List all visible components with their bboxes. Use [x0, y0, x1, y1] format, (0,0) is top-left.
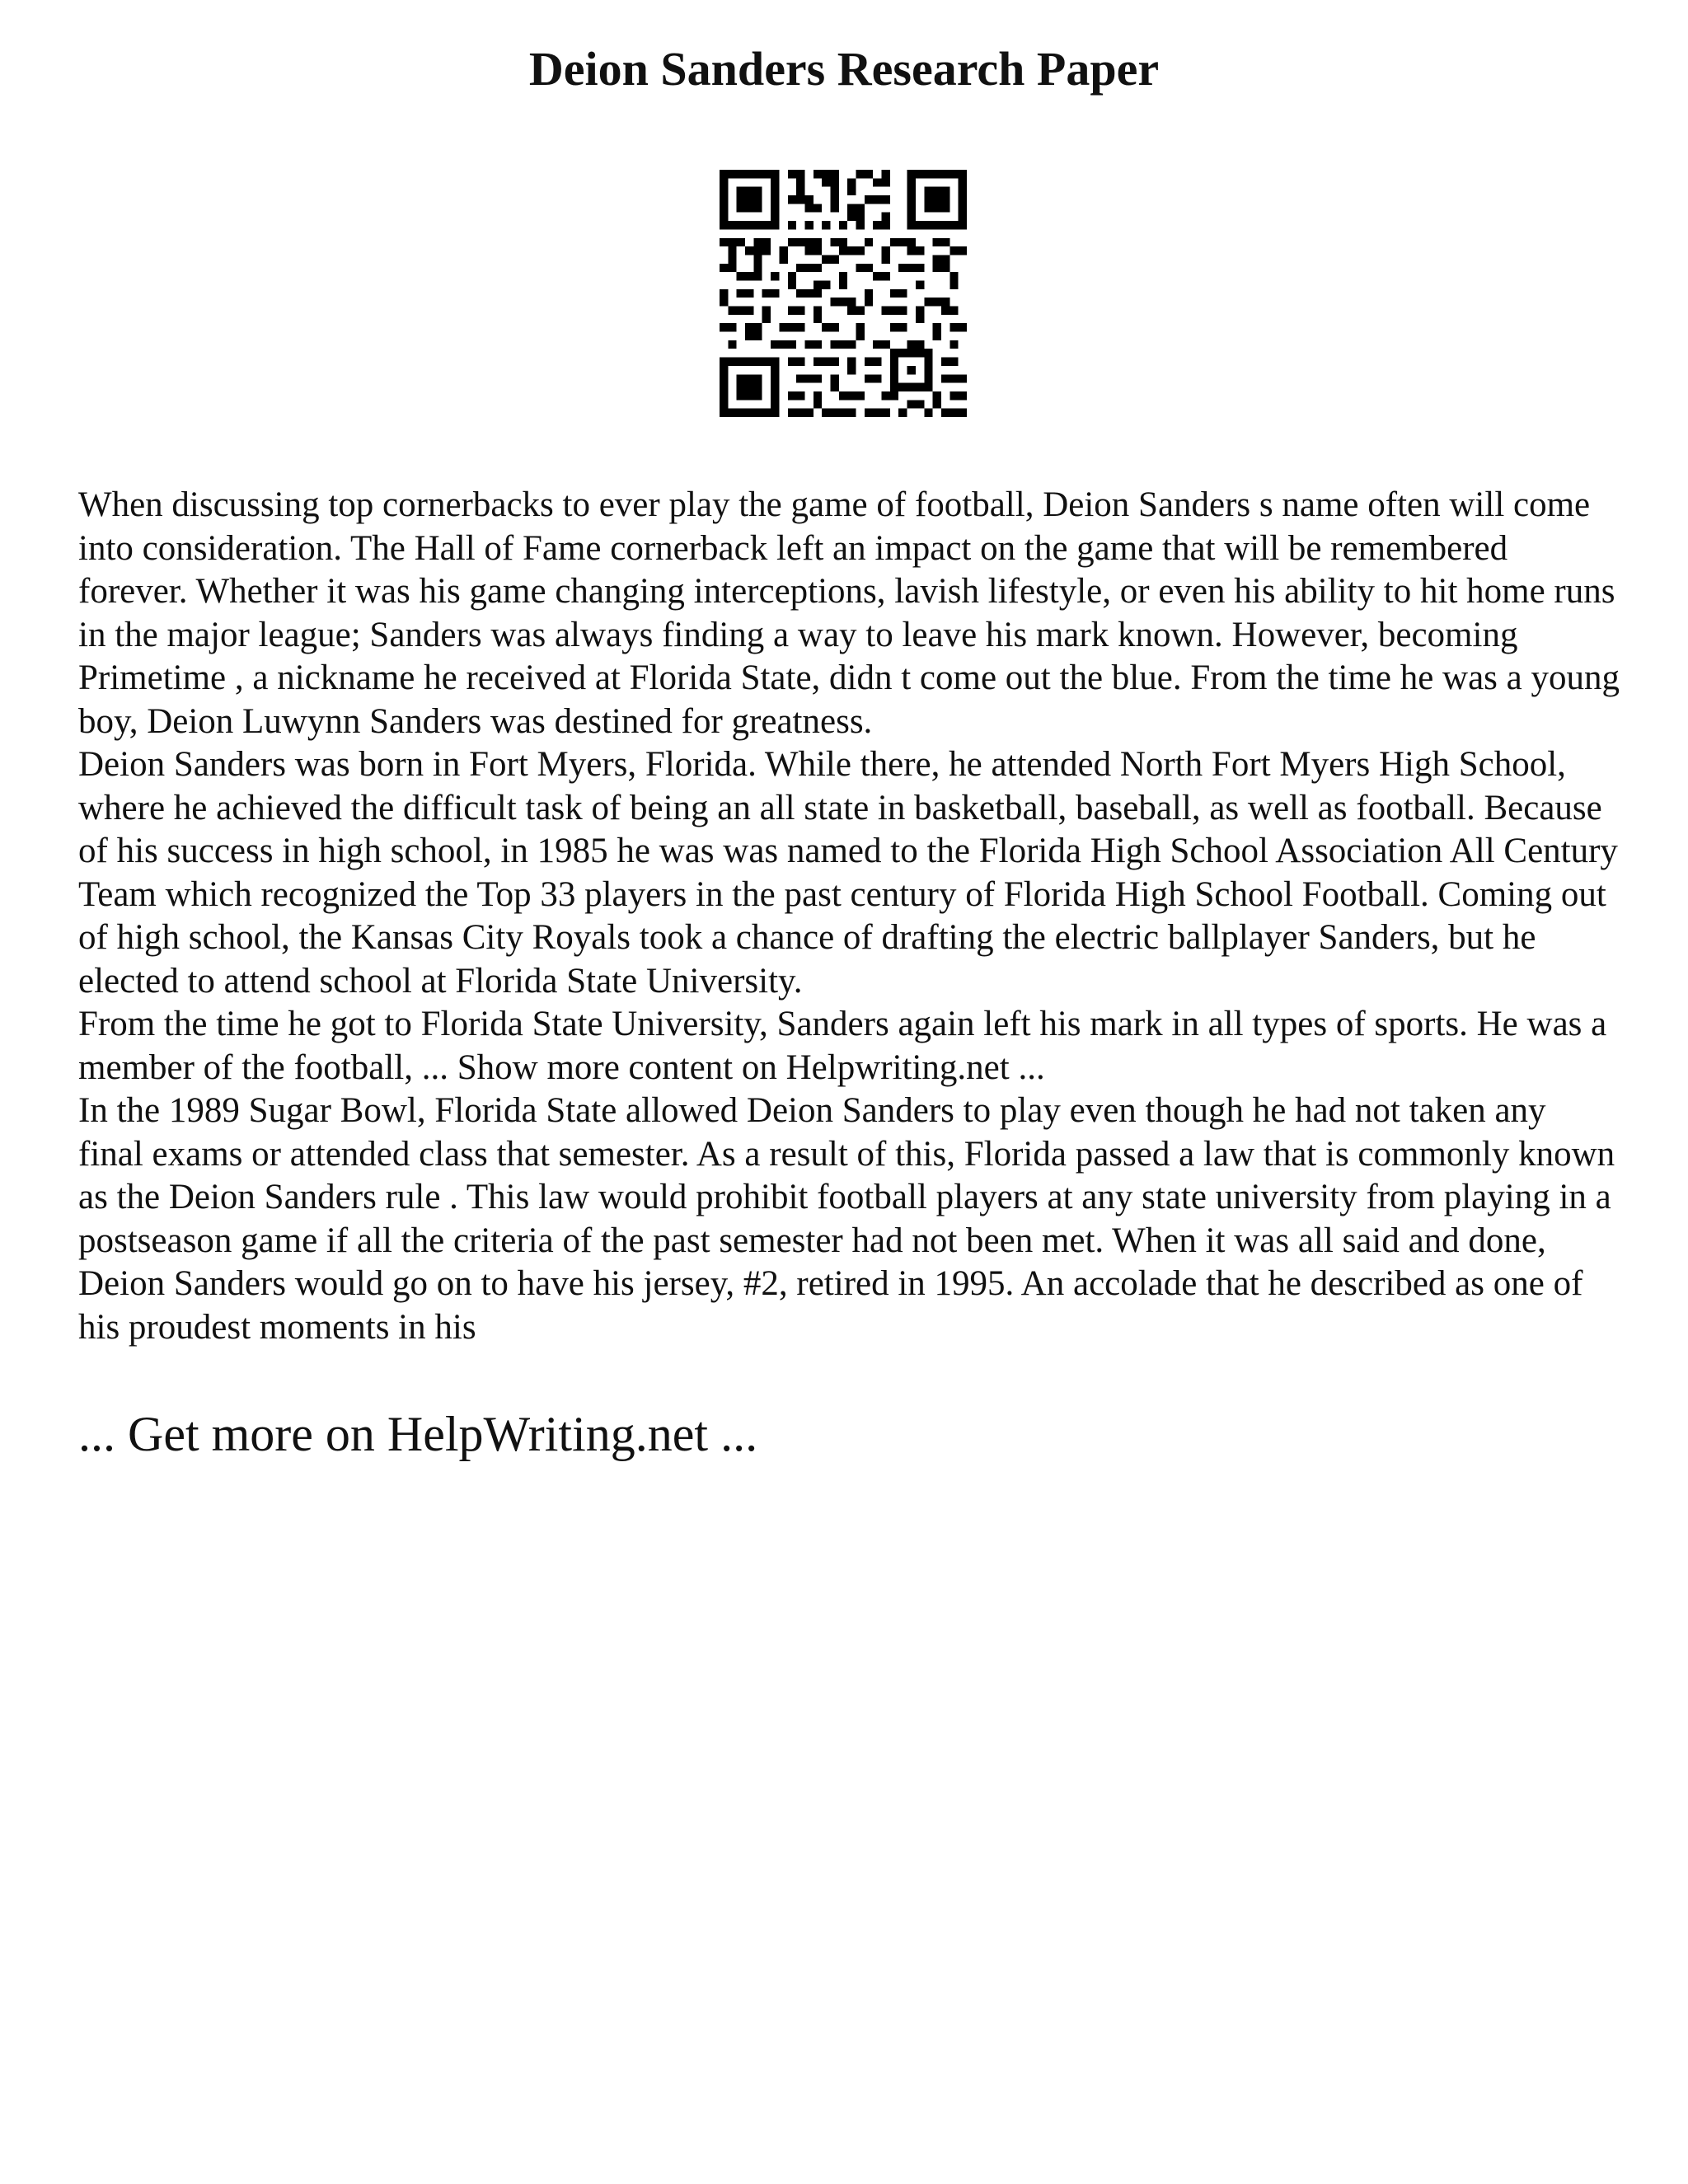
article-body [78, 484, 1620, 1349]
paragraph-2: Deion Sanders was born in Fort Myers, Florida. While there, he attended North Fort Myers High School, where he achieved the difficult task of being an all state in basketball, baseball, as well as football. Because of his success in high school, in 1985 he was was named to the Florida High School Association All Century Team which recognized the Top 33 players in the past century of Florida High School Football. Coming out of high school, the Kansas City Royals took a chance of drafting the electric ballplayer Sanders, but he elected to attend school at Florida State University. [78, 745, 1618, 1001]
get-more-link[interactable]: ... Get more on HelpWriting.net ... [78, 1407, 758, 1461]
page-title: Deion Sanders Research Paper [528, 42, 1160, 96]
qr-code-icon [720, 170, 967, 417]
paragraph-4: In the 1989 Sugar Bowl, Florida State allowed Deion Sanders to play even though he had not taken any final exams or attended class that semester. As a result of this, Florida passed a law that is commonly known as the Deion Sanders rule . This law would prohibit football players at any state university from playing in a postseason game if all the criteria of the past semester had not been met. When it was all said and done, Deion Sanders would go on to have his jersey, #2, retired in 1995. An accolade that he described as one of his proudest moments in his [78, 1091, 1615, 1347]
paragraph-1: When discussing top cornerbacks to ever play the game of football, Deion Sanders s name often will come into consideration. The Hall of Fame cornerback left an impact on the game that will be remembered forever. Whether it was his game changing interceptions, lavish lifestyle, or even his ability to hit home runs in the major league; Sanders was always finding a way to leave his mark known. However, becoming Primetime , a nickname he received at Florida State, didn t come out the blue. From the time he was a young boy, Deion Luwynn Sanders was destined for greatness. [78, 485, 1620, 741]
paragraph-3: From the time he got to Florida State University, Sanders again left his mark in all types of sports. He was a member of the football, ... Show more content on Helpwriting.net ... [78, 1005, 1607, 1087]
